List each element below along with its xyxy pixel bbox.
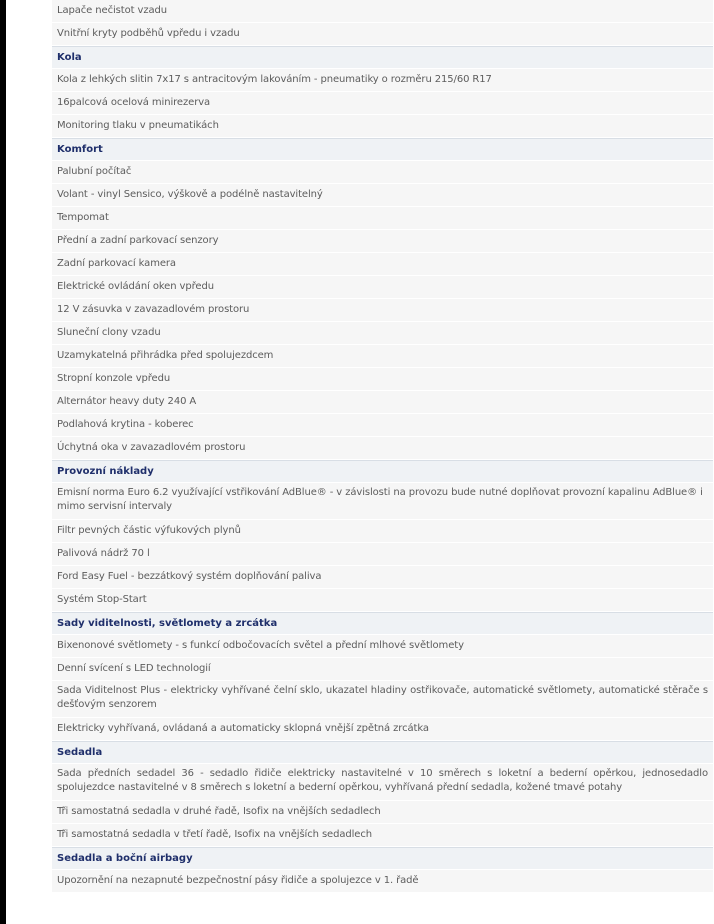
section-header-provozni-naklady: Provozní náklady xyxy=(52,460,713,482)
section-komfort xyxy=(52,138,713,459)
spec-row: Ford Easy Fuel - bezzátkový systém doplňování paliva xyxy=(52,566,713,588)
section-sedadla-airbagy xyxy=(52,847,713,892)
spec-row: Kola z lehkých slitin 7x17 s antracitovým lakováním - pneumatiky o rozměru 215/60 R17 xyxy=(52,69,713,91)
left-edge-bar xyxy=(0,0,6,924)
spec-row: Volant - vinyl Sensico, výškově a podélně nastavitelný xyxy=(52,184,713,206)
spec-row: Palubní počítač xyxy=(52,161,713,183)
spec-row: Tři samostatná sedadla v druhé řadě, Isofix na vnějších sedadlech xyxy=(52,801,713,823)
spec-row: Zadní parkovací kamera xyxy=(52,253,713,275)
spec-row: Monitoring tlaku v pneumatikách xyxy=(52,115,713,137)
spec-row: Sada Viditelnost Plus - elektricky vyhřívané čelní sklo, ukazatel hladiny ostřikovače, automatické světlomety, automatické stěrače s dešťovým senzorem xyxy=(52,681,713,717)
spec-row: Sluneční clony vzadu xyxy=(52,322,713,344)
spec-row: Tempomat xyxy=(52,207,713,229)
section-kola xyxy=(52,46,713,137)
spec-row: Tři samostatná sedadla v třetí řadě, Isofix na vnějších sedadlech xyxy=(52,824,713,846)
spec-row: Emisní norma Euro 6.2 využívající vstřikování AdBlue® - v závislosti na provozu bude nutné doplňovat provozní kapalinu AdBlue® i mimo servisní intervaly xyxy=(52,483,713,519)
spec-row: Úchytná oka v zavazadlovém prostoru xyxy=(52,437,713,459)
spec-row: Stropní konzole vpředu xyxy=(52,368,713,390)
section-provozni-naklady xyxy=(52,460,713,611)
spec-row: Elektrické ovládání oken vpředu xyxy=(52,276,713,298)
section-header-sedadla-airbagy: Sedadla a boční airbagy xyxy=(52,847,713,869)
spec-row: Palivová nádrž 70 l xyxy=(52,543,713,565)
spec-row: Systém Stop-Start xyxy=(52,589,713,611)
section-sady-viditelnosti xyxy=(52,612,713,740)
spec-row: Upozornění na nezapnuté bezpečnostní pásy řidiče a spolujezce v 1. řadě xyxy=(52,870,713,892)
section-header-komfort: Komfort xyxy=(52,138,713,160)
section-body-continued xyxy=(52,0,713,45)
spec-row: Elektricky vyhřívaná, ovládaná a automaticky sklopná vnější zpětná zrcátka xyxy=(52,718,713,740)
section-header-sady-viditelnosti: Sady viditelnosti, světlomety a zrcátka xyxy=(52,612,713,634)
section-header-kola: Kola xyxy=(52,46,713,68)
spec-row: Denní svícení s LED technologií xyxy=(52,658,713,680)
spec-row: Přední a zadní parkovací senzory xyxy=(52,230,713,252)
spec-row: 12 V zásuvka v zavazadlovém prostoru xyxy=(52,299,713,321)
section-header-sedadla: Sedadla xyxy=(52,741,713,763)
spec-row: Podlahová krytina - koberec xyxy=(52,414,713,436)
spec-row: Bixenonové světlomety - s funkcí odbočovacích světel a přední mlhové světlomety xyxy=(52,635,713,657)
spec-row: Alternátor heavy duty 240 A xyxy=(52,391,713,413)
spec-list xyxy=(52,0,713,893)
spec-row: Lapače nečistot vzadu xyxy=(52,0,713,22)
spec-row: Sada předních sedadel 36 - sedadlo řidiče elektricky nastavitelné v 10 směrech s loketní a bederní opěrkou, jednosedadlo spolujezdce nastavitelné v 8 směrech s loketní a bederní opěrkou, vyhřívaná přední sedadla, kožené tmavé potahy xyxy=(52,764,713,800)
spec-row: Uzamykatelná přihrádka před spolujezdcem xyxy=(52,345,713,367)
spec-row: Filtr pevných částic výfukových plynů xyxy=(52,520,713,542)
spec-row: 16palcová ocelová minirezerva xyxy=(52,92,713,114)
spec-row: Vnitřní kryty podběhů vpředu i vzadu xyxy=(52,23,713,45)
section-sedadla xyxy=(52,741,713,846)
